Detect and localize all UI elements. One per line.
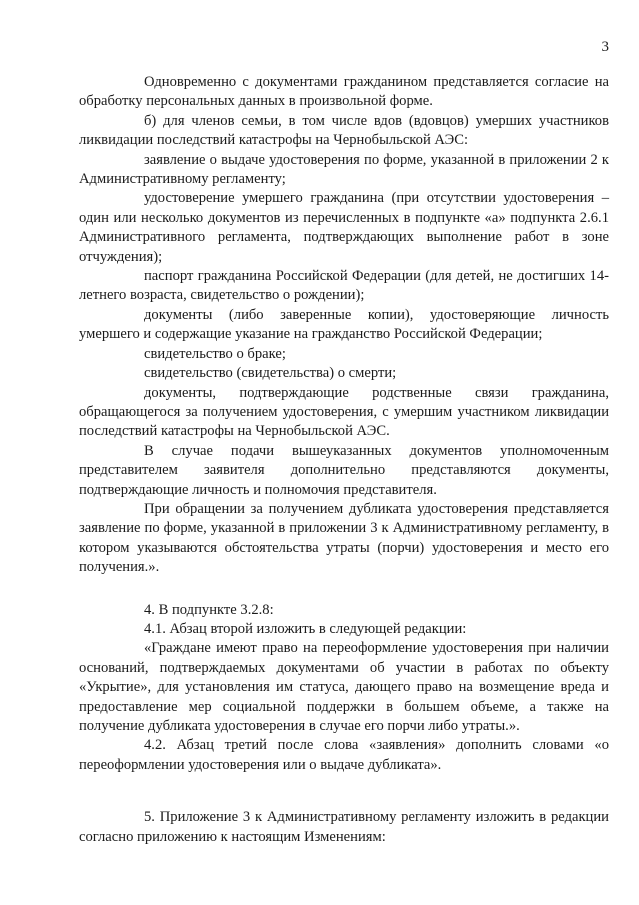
paragraph: 4.2. Абзац третий после слова «заявления» дополнить словами «о переоформлении удостоверения или о выдаче дубликата». xyxy=(79,737,609,773)
paragraph: паспорт гражданина Российской Федерации (для детей, не достигших 14-летнего возраста, свидетельство о рождении); xyxy=(79,268,609,304)
paragraph: удостоверение умершего гражданина (при отсутствии удостоверения – один или несколько документов из перечисленных в подпункте «а» подпункта 2.6.1 Административного регламента, подтверждающих выполнение работ в зоне отчуждения); xyxy=(79,190,609,265)
paragraph: свидетельство (свидетельства) о смерти; xyxy=(144,365,397,382)
paragraph: 5. Приложение 3 к Административному регламенту изложить в редакции согласно приложению к настоящим Изменениям: xyxy=(79,809,609,845)
paragraph: б) для членов семьи, в том числе вдов (вдовцов) умерших участников ликвидации последствий катастрофы на Чернобыльской АЭС: xyxy=(79,112,609,149)
paragraph: свидетельство о браке; xyxy=(144,345,286,362)
paragraph: документы (либо заверенные копии), удостоверяющие личность умершего и содержащие указание на гражданство Российской Федерации; xyxy=(79,306,609,343)
paragraph: Одновременно с документами гражданином представляется согласие на обработку персональных данных в произвольной форме. xyxy=(79,74,609,110)
page-number: 3 xyxy=(601,39,609,55)
section-heading: 4. В подпункте 3.2.8: xyxy=(144,601,274,618)
paragraph: В случае подачи вышеуказанных документов уполномоченным представителем заявителя дополнительно представляются документы, подтверждающие личность и полномочия представителя. xyxy=(79,442,609,498)
paragraph: 4.1. Абзац второй изложить в следующей редакции: xyxy=(144,620,467,637)
paragraph: «Граждане имеют право на переоформление удостоверения при наличии оснований, подтверждаемых документами об участии в работах по объекту «Укрытие», для установления им статуса, дающего право на возмещение вреда и предоставление мер социальной поддержки в большем объеме, а также на получение дубликата удостоверения в случае его порчи либо утраты.». xyxy=(79,640,609,734)
paragraph: При обращении за получением дубликата удостоверения представляется заявление по форме, указанной в приложении 3 к Административному регламенту, в котором указываются обстоятельства утраты (порчи) удостоверения и место его получения.». xyxy=(79,500,609,576)
paragraph: документы, подтверждающие родственные связи гражданина, обращающегося за получением удостоверения, с умершим участником ликвидации последствий катастрофы на Чернобыльской АЭС. xyxy=(79,384,609,440)
document-body xyxy=(79,73,609,847)
paragraph: заявление о выдаче удостоверения по форме, указанной в приложении 2 к Административному регламенту; xyxy=(79,151,609,188)
